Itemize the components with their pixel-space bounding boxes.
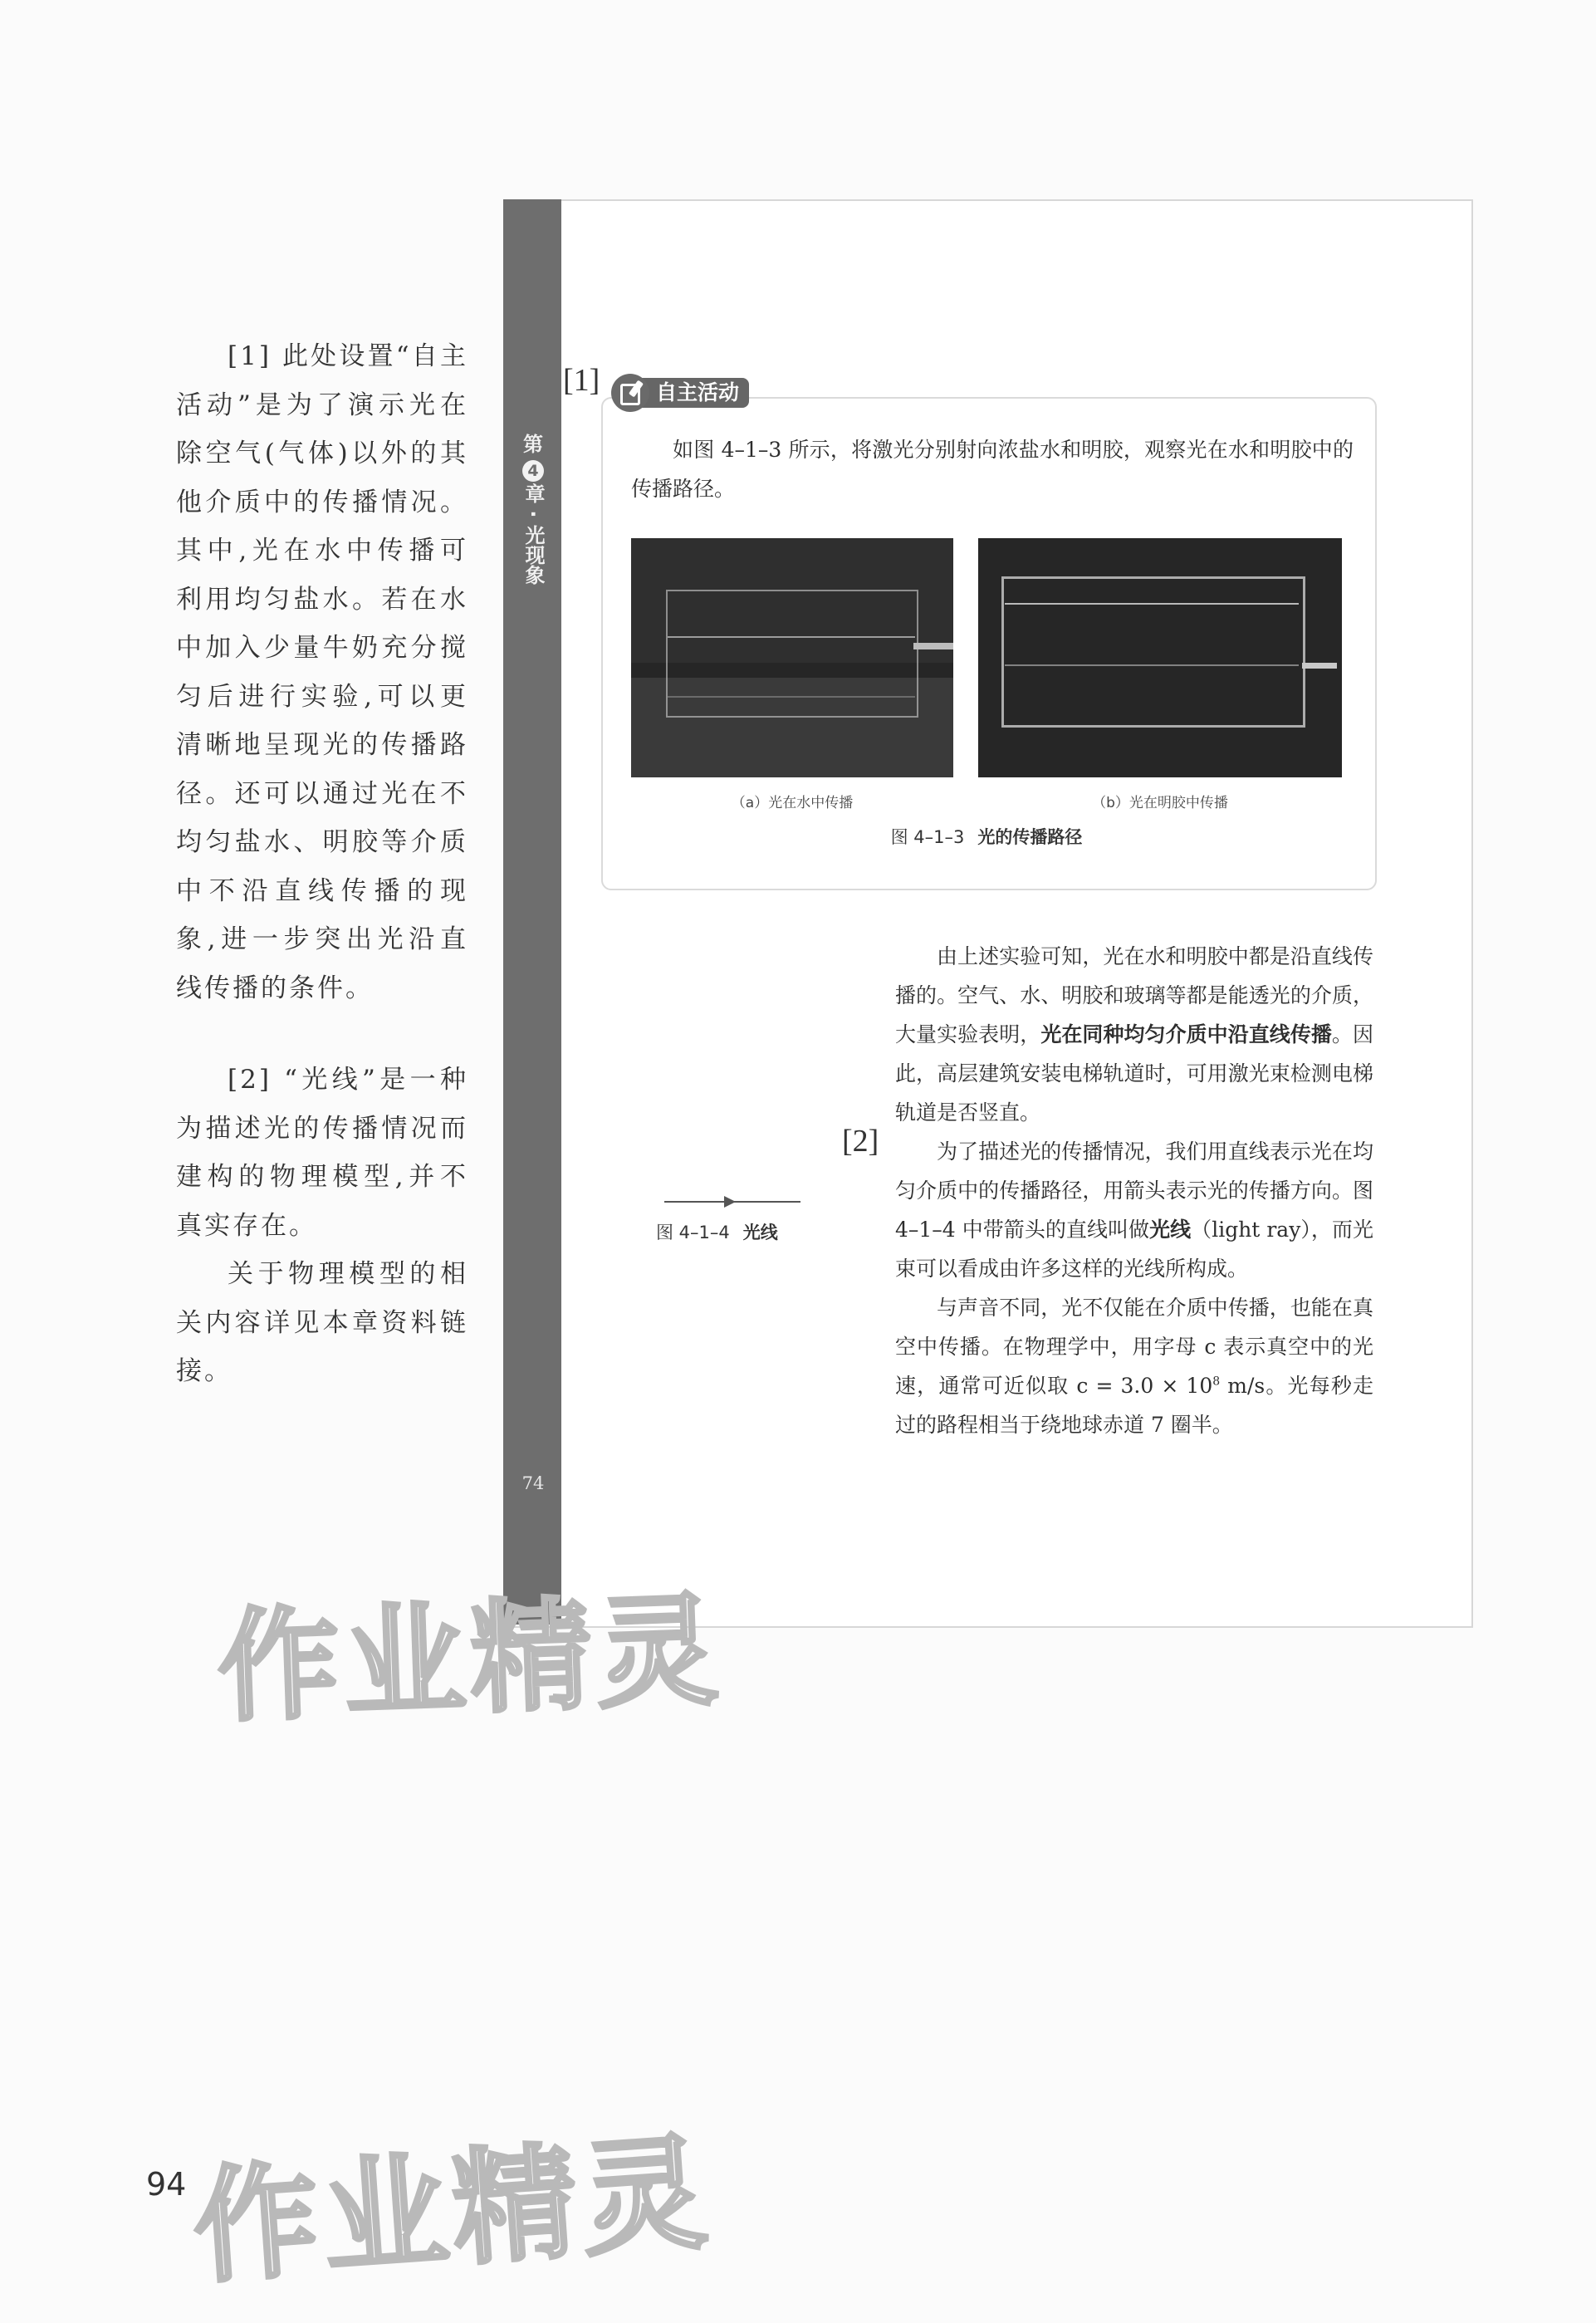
footnote-marker-2: [2] xyxy=(842,1124,879,1159)
paragraph-2 xyxy=(895,1132,1373,1288)
photo-b-caption: （b）光在明胶中传播 xyxy=(1092,795,1228,811)
photo-light-in-gelatin xyxy=(978,538,1342,777)
figure-4-1-4-caption xyxy=(656,1219,822,1244)
chapter-prefix: 第 xyxy=(523,433,543,456)
paragraph-3 xyxy=(895,1288,1373,1444)
paragraph-2-text: 为了描述光的传播情况，我们用直线表示光在均匀介质中的传播路径，用箭头表示光的传播方向。图 4–1–4 中带箭头的直线叫做 xyxy=(895,1139,1373,1242)
activity-text xyxy=(631,430,1354,508)
paragraph-2-end: （light ray），而光束可以看成由许多这样的光线所构成。 xyxy=(895,1218,1373,1281)
pencil-note-icon xyxy=(611,374,649,412)
side-note-3: 关于物理模型的相关内容详见本章资料链接。 xyxy=(176,1259,468,1386)
activity-tag xyxy=(611,372,757,414)
figure-4-1-3-caption xyxy=(631,824,1342,849)
activity-instruction: 如图 4–1–3 所示，将激光分别射向浓盐水和明胶，观察光在水和明胶中的传播路径。 xyxy=(631,438,1354,501)
activity-tag-label: 自主活动 xyxy=(638,378,749,408)
main-text xyxy=(895,937,1373,1444)
page-number: 94 xyxy=(146,2166,187,2203)
chapter-number-badge: 4 xyxy=(522,460,544,482)
chapter-strip xyxy=(503,199,561,1625)
photo-a-caption: （a）光在水中传播 xyxy=(731,795,854,811)
paragraph-1-end: 。因此，高层建筑安装电梯轨道时，可用激光束检测电梯轨道是否竖直。 xyxy=(895,1022,1373,1125)
chapter-title xyxy=(516,432,550,585)
watermark-1: 作业精灵 xyxy=(215,1580,726,1739)
key-statement: 光在同种均匀介质中沿直线传播 xyxy=(1040,1022,1332,1046)
inset-page-number: 74 xyxy=(521,1473,545,1493)
watermark-2: 作业精灵 xyxy=(188,2120,717,2301)
figure-title: 光的传播路径 xyxy=(977,827,1083,847)
chapter-suffix: 章 · 光现象 xyxy=(521,483,545,585)
ray-figure-title: 光线 xyxy=(742,1223,778,1242)
paragraph-3-text: 与声音不同，光不仅能在介质中传播，也能在真空中传播。在物理学中，用字母 c 表示真空中的光速，通常可近似取 c = 3.0 × 10 xyxy=(895,1296,1373,1398)
photo-light-in-water xyxy=(631,538,953,777)
paragraph-3-end: m/s。光每秒走过的路程相当于绕地球赤道 7 圈半。 xyxy=(895,1374,1373,1437)
term-light-ray: 光线 xyxy=(1149,1218,1192,1242)
figure-number: 图 4–1–3 xyxy=(890,827,965,847)
footnote-marker-1: [1] xyxy=(563,363,600,398)
arrow-right-icon xyxy=(724,1196,736,1208)
side-note-2: [2] “光线”是一种为描述光的传播情况而建构的物理模型,并不真实存在。 xyxy=(176,1065,468,1241)
paragraph-1-text: 由上述实验可知，光在水和明胶中都是沿直线传播的。空气、水、明胶和玻璃等都是能透光的介质，大量实验表明， xyxy=(895,944,1373,1046)
side-notes xyxy=(176,332,468,1396)
exponent: 8 xyxy=(1212,1375,1221,1389)
paragraph-1 xyxy=(895,937,1373,1132)
ray-figure-number: 图 4–1–4 xyxy=(656,1223,730,1242)
side-note-1: [1] 此处设置“自主活动”是为了演示光在除空气(气体)以外的其他介质中的传播情况。其中,光在水中传播可利用均匀盐水。若在水中加入少量牛奶充分搅匀后进行实验,可以更清晰地呈现光的传播路径。还可以通过光在不均匀盐水、明胶等介质中不沿直线传播的现象,进一步突出光沿直线传播的条件。 xyxy=(176,341,468,1003)
